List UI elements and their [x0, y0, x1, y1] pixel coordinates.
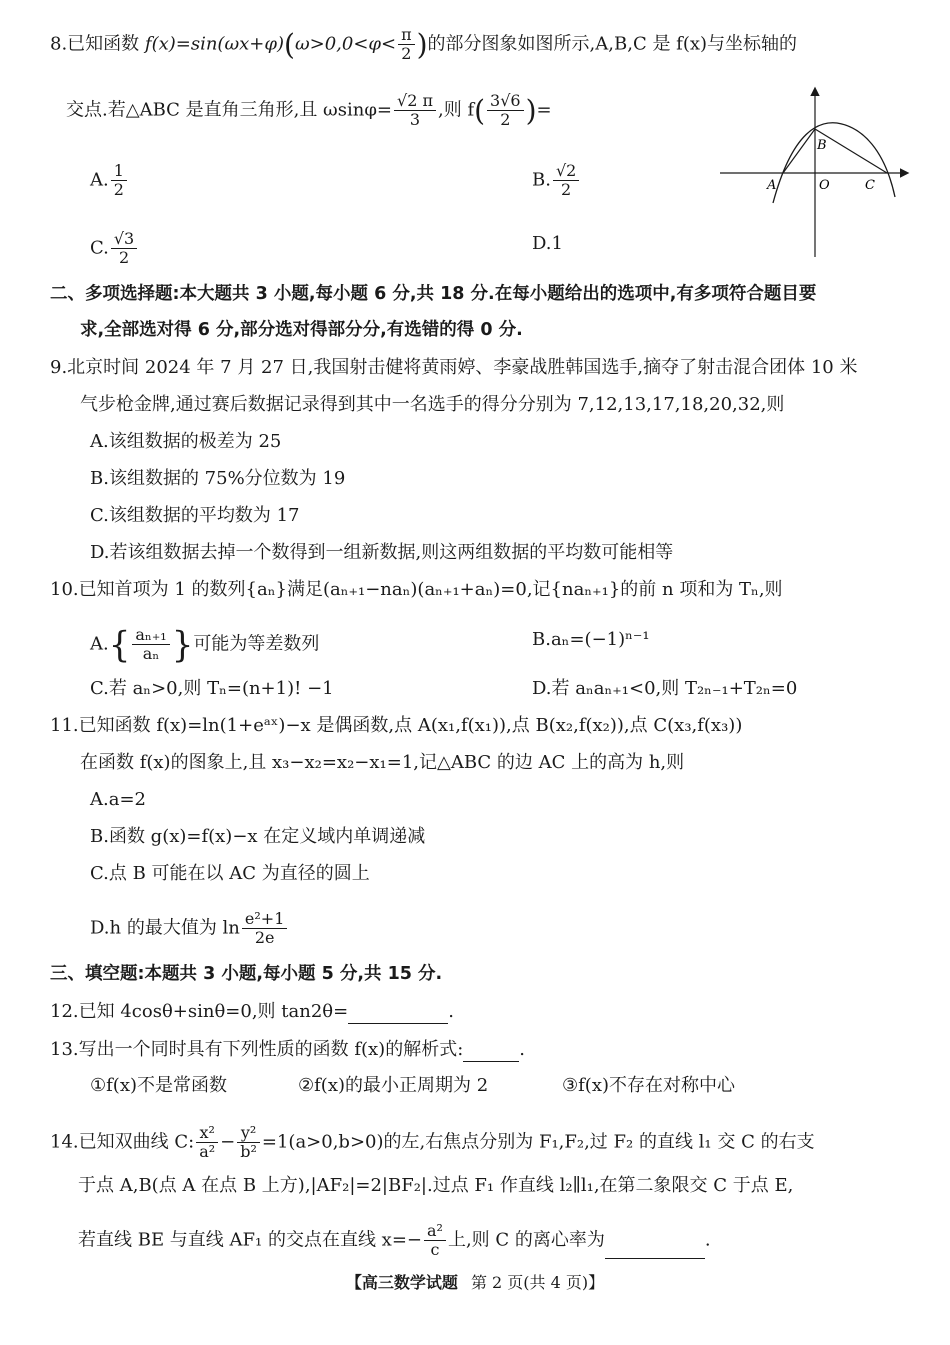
q14-line3: 若直线 BE 与直线 AF₁ 的交点在直线 x=− $\frac{\text{a²}}{c}$ 上,则 C 的离心率为 .: [78, 1221, 711, 1259]
graph-label-b: B: [817, 138, 827, 153]
q14-fraction-y2-b2: $\frac{\text{y²}}{\text{b²}}$: [237, 1124, 260, 1161]
q8-line2-text-c: =: [536, 99, 552, 121]
q13-property-1: ①f(x)不是常函数: [90, 1075, 227, 1096]
q8-pi-over-2: $\frac{\pi}{2}$: [398, 26, 415, 63]
q13-property-3: ③f(x)不存在对称中心: [562, 1075, 735, 1096]
q14-fraction-x2-a2: $\frac{\text{x²}}{\text{a²}}$: [196, 1124, 218, 1161]
graph-label-a: A: [767, 178, 777, 193]
q10-option-d: D.若 aₙaₙ₊₁<0,则 T₂ₙ₋₁+T₂ₙ=0: [532, 678, 798, 699]
q13-line1: 13.写出一个同时具有下列性质的函数 f(x)的解析式: .: [50, 1039, 526, 1060]
q11-line1: 11.已知函数 f(x)=ln(1+eᵃˣ)−x 是偶函数,点 A(x₁,f(x₁)),点 B(x₂,f(x₂)),点 C(x₃,f(x₃)): [50, 715, 743, 736]
q8-option-b: B. $\frac{√2}{2}$: [532, 162, 581, 199]
q8-fparen-close: ): [525, 92, 537, 128]
q13-answer-blank[interactable]: [463, 1041, 519, 1062]
q8-function: f(x)=sin(ωx+φ): [144, 33, 284, 55]
q8-fraction-sqrt2pi-3: $\frac{√2 \pi}{3}$: [394, 92, 436, 129]
q9-line1: 9.北京时间 2024 年 7 月 27 日,我国射击健将黄雨婷、李豪战胜韩国选手,摘夺了射击混合团体 10 米: [50, 357, 858, 378]
q14-fraction-a2-c: $\frac{\text{a²}}{c}$: [424, 1222, 446, 1259]
graph-label-o: O: [819, 178, 830, 193]
q8-paren-open: (: [284, 26, 295, 62]
q8-line2-text-b: ,则 f: [438, 99, 475, 121]
q14-answer-blank[interactable]: [605, 1238, 705, 1259]
q8-text-a: 8.已知函数: [50, 33, 145, 55]
q12-line1: 12.已知 4cosθ+sinθ=0,则 tan2θ= .: [50, 1001, 454, 1022]
q14-line2: 于点 A,B(点 A 在点 B 上方),|AF₂|=2|BF₂|.过点 F₁ 作直线 l₂∥l₁,在第二象限交 C 于点 E,: [78, 1175, 794, 1196]
q8-option-c: C. $\frac{√3}{2}$: [90, 230, 139, 267]
q9-line2: 气步枪金牌,通过赛后数据记录得到其中一名选手的得分分别为 7,12,13,17,18,20,32,则: [80, 394, 785, 415]
q8-line1: [50, 26, 797, 63]
q8-line2-text-a: 交点.若△ABC 是直角三角形,且 ωsinφ=: [66, 99, 393, 121]
footer-page-number: 第 2 页(共 4 页)】: [470, 1273, 605, 1292]
q8-option-a-fraction: $\frac{1}{2}$: [111, 162, 127, 199]
q8-text-b: 的部分图象如图所示,: [427, 33, 596, 55]
q11-option-d-fraction: $\frac{\text{e²+1}}{2e}$: [242, 910, 287, 947]
q8-fraction-3sqrt6-2: $\frac{3√6}{2}$: [487, 92, 524, 129]
q9-option-d: D.若该组数据去掉一个数得到一组新数据,则这两组数据的平均数可能相等: [90, 542, 674, 563]
q8-fparen-open: (: [474, 92, 486, 128]
q9-option-a: A.该组数据的极差为 25: [90, 431, 282, 452]
q10-option-c: C.若 aₙ>0,则 Tₙ=(n+1)! −1: [90, 678, 334, 699]
footer-title: 【高三数学试题: [345, 1273, 458, 1292]
sine-curve: [773, 123, 895, 203]
section3-heading: 三、填空题:本题共 3 小题,每小题 5 分,共 15 分.: [50, 964, 443, 984]
q8-option-d: D.1: [532, 233, 563, 254]
q10-line1: 10.已知首项为 1 的数列{aₙ}满足(aₙ₊₁−naₙ)(aₙ₊₁+aₙ)=0,记{naₙ₊₁}的前 n 项和为 Tₙ,则: [50, 579, 783, 600]
graph-label-c: C: [865, 178, 875, 193]
q11-option-b: B.函数 g(x)=f(x)−x 在定义域内单调递减: [90, 826, 426, 847]
q14-line1: 14.已知双曲线 C: $\frac{\text{x²}}{\text{a²}}$ − $\frac{\text{y²}}{\text{b²}}$ =1(a>0,b>0)的左,右焦点分别为 F₁,F₂,过 F₂ 的直线 l₁ 交 C 的右支: [50, 1123, 815, 1161]
q9-option-b: B.该组数据的 75%分位数为 19: [90, 468, 346, 489]
q11-option-c: C.点 B 可能在以 AC 为直径的圆上: [90, 863, 370, 884]
q8-option-b-fraction: $\frac{√2}{2}$: [553, 162, 579, 199]
q11-line2: 在函数 f(x)的图象上,且 x₃−x₂=x₂−x₁=1,记△ABC 的边 AC 上的高为 h,则: [80, 752, 685, 773]
q9-option-c: C.该组数据的平均数为 17: [90, 505, 300, 526]
page-footer: [0, 1270, 950, 1293]
segment-ab: [783, 129, 815, 173]
section2-heading-line2: 求,全部选对得 6 分,部分选对得部分分,有选错的得 0 分.: [80, 320, 523, 340]
q10-ratio-fraction: $\frac{\text{aₙ₊₁}}{\text{aₙ}}$: [132, 626, 169, 663]
q10-brace-close: }: [171, 623, 194, 666]
q8-option-c-fraction: $\frac{√3}{2}$: [111, 230, 137, 267]
q10-option-b: B.aₙ=(−1)ⁿ⁻¹: [532, 629, 650, 650]
q8-option-a: A. $\frac{1}{2}$: [90, 162, 129, 199]
q10-option-a: A.{ $\frac{\text{aₙ₊₁}}{\text{aₙ}}$ }可能为等差数列: [90, 623, 320, 666]
q12-answer-blank[interactable]: [348, 1003, 448, 1024]
q11-option-a: A.a=2: [90, 789, 146, 810]
q11-option-d: D.h 的最大值为 ln $\frac{\text{e²+1}}{2e}$: [90, 910, 289, 947]
q8-condition: ω>0,0<φ<: [294, 33, 397, 55]
q8-line2: [66, 92, 552, 129]
q8-graph: [715, 85, 915, 260]
q8-paren-close: ): [416, 26, 428, 62]
section2-heading-line1: 二、多项选择题:本大题共 3 小题,每小题 6 分,共 18 分.在每小题给出的选项中,有多项符合题目要: [50, 284, 817, 304]
q10-brace-open: {: [108, 623, 131, 666]
q8-text-c: A,B,C 是 f(x)与坐标轴的: [595, 33, 798, 55]
q13-property-2: ②f(x)的最小正周期为 2: [298, 1075, 489, 1096]
